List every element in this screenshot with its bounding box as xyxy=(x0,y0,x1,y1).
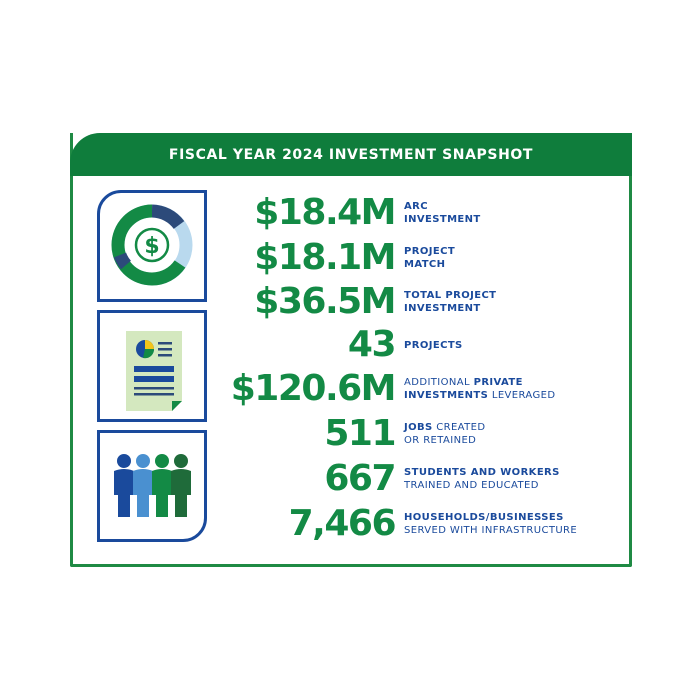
stat-value: $36.5M xyxy=(254,281,395,322)
stat-label: ADDITIONAL PRIVATE INVESTMENTS LEVERAGED xyxy=(404,377,556,401)
people-group-icon xyxy=(100,433,204,539)
stat-value: 667 xyxy=(324,458,395,499)
header-banner xyxy=(70,133,632,176)
svg-text:$: $ xyxy=(144,234,160,259)
stat-value: $120.6M xyxy=(230,368,395,409)
page-title: FISCAL YEAR 2024 INVESTMENT SNAPSHOT xyxy=(168,146,534,163)
stat-value: $18.4M xyxy=(254,192,395,233)
stat-label: STUDENTS AND WORKERS TRAINED AND EDUCATED xyxy=(404,467,560,491)
stat-label: TOTAL PROJECT INVESTMENT xyxy=(404,290,497,314)
stat-label: ARC INVESTMENT xyxy=(404,201,481,225)
report-document-icon xyxy=(100,313,204,419)
stat-value: 511 xyxy=(324,413,395,454)
stat-households xyxy=(215,502,615,546)
stat-label: HOUSEHOLDS/BUSINESSES SERVED WITH INFRASTRUCTURE xyxy=(404,512,578,536)
icon-box-investment xyxy=(97,190,207,302)
stat-label: PROJECTS xyxy=(404,339,463,351)
icon-box-projects xyxy=(97,310,207,422)
stat-students xyxy=(215,457,615,501)
icon-box-people xyxy=(97,430,207,542)
stat-project-match xyxy=(215,236,615,280)
stat-jobs xyxy=(215,412,615,456)
stat-value: 7,466 xyxy=(288,503,395,544)
stat-value: 43 xyxy=(347,324,395,365)
stat-label: JOBS CREATED OR RETAINED xyxy=(404,422,486,446)
stat-value: $18.1M xyxy=(254,237,395,278)
dollar-donut-icon xyxy=(100,193,204,299)
stat-arc-investment xyxy=(215,191,615,235)
stat-private-investment xyxy=(215,367,615,411)
stat-label: PROJECT MATCH xyxy=(404,246,456,270)
stat-total-investment xyxy=(215,280,615,324)
stat-projects xyxy=(215,323,615,367)
